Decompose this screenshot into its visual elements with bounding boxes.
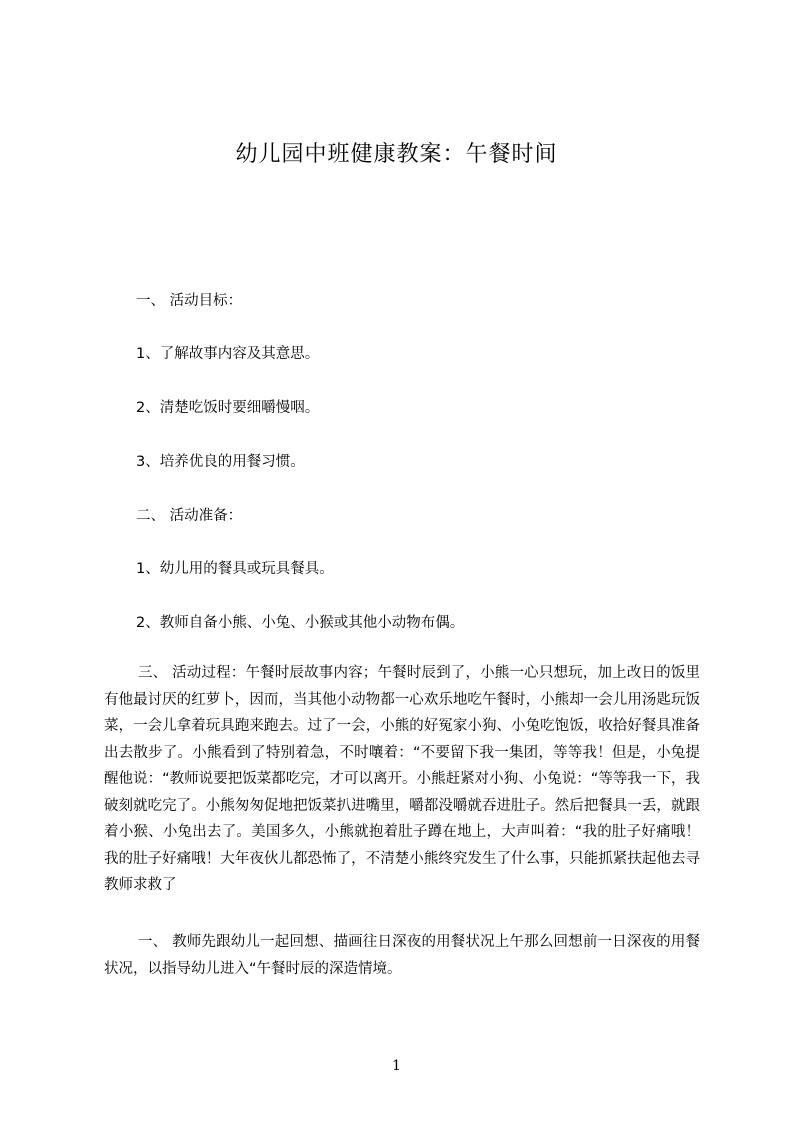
section-heading-preparation: 二、 活动准备： (136, 508, 243, 524)
section-heading-goals: 一、 活动目标： (136, 293, 243, 309)
page-number: 1 (392, 1058, 401, 1074)
goal-item-1: 1、了解故事内容及其意思。 (136, 346, 320, 362)
step-paragraph: 一、 教师先跟幼儿一起回想、描画往日深夜的用餐状况上午那么回想前一日深夜的用餐状况，以指导幼儿进入“午餐时辰的深造情境。 (104, 934, 700, 977)
prep-item-1: 1、幼儿用的餐具或玩具餐具。 (136, 561, 334, 577)
page-title: 幼儿园中班健康教案：午餐时间 (235, 142, 558, 167)
goal-item-2: 2、清楚吃饭时要细嚼慢咽。 (136, 400, 320, 416)
process-paragraph: 三、 活动过程：午餐时辰故事内容；午餐时辰到了，小熊一心只想玩，加上改日的饭里有他最讨厌的红萝卜，因而，当其他小动物都一心欢乐地吃午餐时，小熊却一会儿用汤匙玩饭菜，一会儿拿着玩具跑来跑去。过了一会，小熊的好冤家小狗、小兔吃饱饭，收拾好餐具准备出去散步了。小熊看到了特别着急，不时嚷着：“不要留下我一集团，等等我！但是，小兔提醒他说：“教师说要把饭菜都吃完，才可以离开。小熊赶紧对小狗、小兔说：“等等我一下，我破刻就吃完了。小熊匆匆促地把饭菜扒进嘴里，嚼都没嚼就吞进肚子。然后把餐具一丢，就跟着小猴、小兔出去了。美国多久，小熊就抱着肚子蹲在地上，大声叫着：“我的肚子好痛哦！我的肚子好痛哦！大年夜伙儿都恐怖了，不清楚小熊终究发生了什么事，只能抓紧扶起他去寻教师求救了 (104, 665, 700, 893)
goal-item-3: 3、培养优良的用餐习惯。 (136, 454, 305, 470)
prep-item-2: 2、教师自备小熊、小兔、小猴或其他小动物布偶。 (136, 615, 465, 631)
